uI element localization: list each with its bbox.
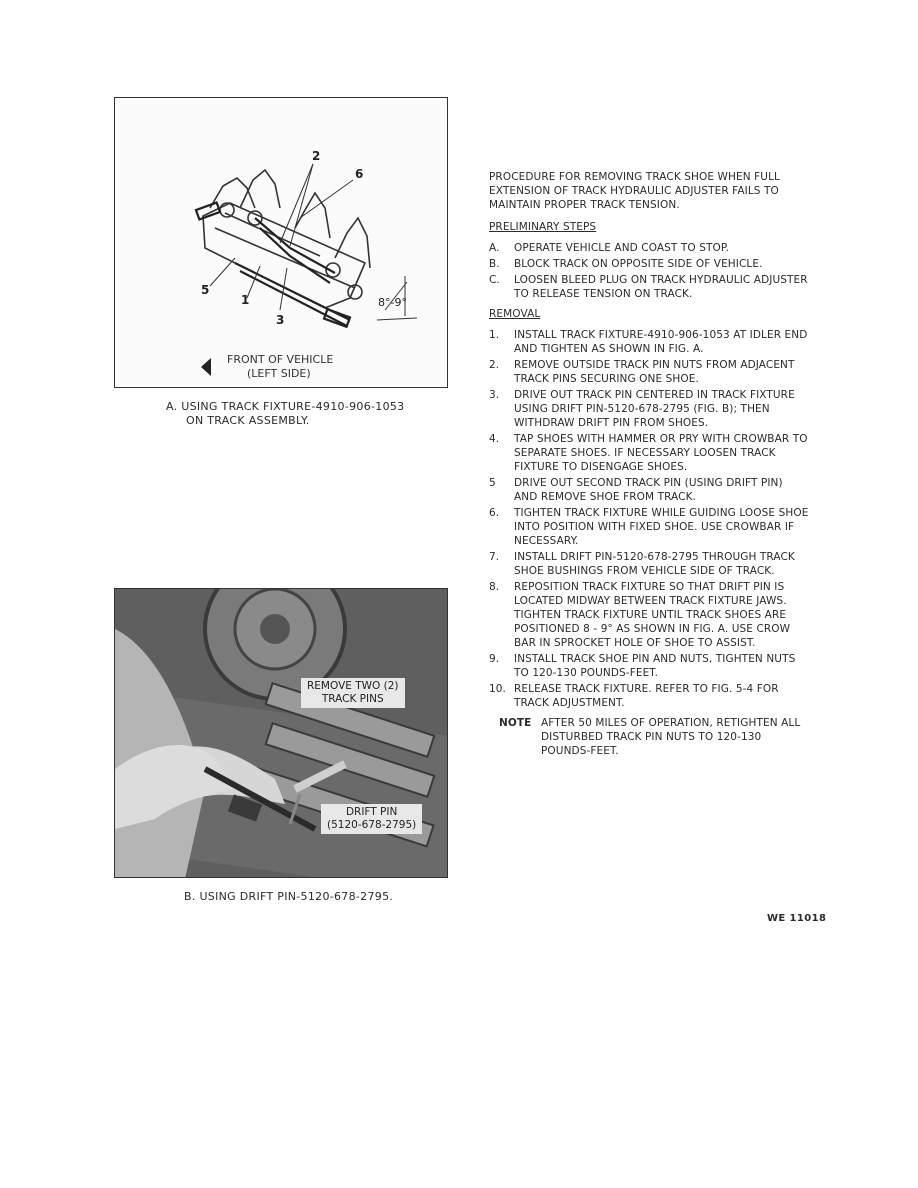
callout-3: 3 <box>276 313 285 327</box>
step-number: 1. <box>489 329 500 341</box>
step-number: 6. <box>489 507 500 519</box>
drift-pin-line2: (5120-678-2795) <box>327 819 417 831</box>
callout-1: 1 <box>241 293 250 307</box>
step-number: B. <box>489 258 500 270</box>
caption-a-line2: ON TRACK ASSEMBLY. <box>186 414 310 427</box>
remove-pins-line2: TRACK PINS <box>321 693 384 705</box>
front-of-vehicle-label <box>207 353 333 381</box>
step-number: 2. <box>489 359 500 371</box>
photo-drawing <box>115 589 448 878</box>
note-label: NOTE <box>499 717 532 729</box>
step-number: 5 <box>489 477 496 489</box>
removal-step <box>489 328 809 356</box>
removal-step <box>489 506 809 548</box>
removal-step <box>489 682 809 710</box>
preliminary-heading: PRELIMINARY STEPS <box>489 221 597 233</box>
step-number: C. <box>489 274 500 286</box>
figure-b-photo <box>114 588 448 878</box>
step-text: TIGHTEN TRACK FIXTURE WHILE GUIDING LOOSE SHOE INTO POSITION WITH FIXED SHOE. USE CROWBAR IF NECESSARY. <box>514 507 809 547</box>
caption-a <box>166 400 404 428</box>
note <box>489 716 809 758</box>
removal-step <box>489 432 809 474</box>
removal-step <box>489 388 809 430</box>
front-label-line1: FRONT OF VEHICLE <box>227 353 334 366</box>
step-text: OPERATE VEHICLE AND COAST TO STOP. <box>514 242 730 254</box>
step-number: 7. <box>489 551 500 563</box>
step-text: RELEASE TRACK FIXTURE. REFER TO FIG. 5-4 FOR TRACK ADJUSTMENT. <box>514 683 779 709</box>
figure-id: WE 11018 <box>767 913 827 924</box>
figure-a-track-fixture <box>114 97 448 388</box>
step-number: 3. <box>489 389 500 401</box>
front-label-line2: (LEFT SIDE) <box>247 367 311 380</box>
step-text: BLOCK TRACK ON OPPOSITE SIDE OF VEHICLE. <box>514 258 763 270</box>
caption-b: B. USING DRIFT PIN-5120-678-2795. <box>184 890 394 903</box>
step-number: 10. <box>489 683 506 695</box>
preliminary-step <box>489 241 809 255</box>
caption-a-line1: A. USING TRACK FIXTURE-4910-906-1053 <box>166 400 405 413</box>
drift-pin-line1: DRIFT PIN <box>345 806 398 818</box>
step-number: 4. <box>489 433 500 445</box>
procedure-intro: PROCEDURE FOR REMOVING TRACK SHOE WHEN FULL EXTENSION OF TRACK HYDRAULIC ADJUSTER FAILS TO MAINTAIN PROPER TRACK TENSION. <box>489 171 780 211</box>
step-text: INSTALL TRACK FIXTURE-4910-906-1053 AT IDLER END AND TIGHTEN AS SHOWN IN FIG. A. <box>514 329 808 355</box>
callout-2: 2 <box>312 149 321 163</box>
arrow-left-icon <box>201 358 211 376</box>
track-fixture-drawing <box>115 98 449 389</box>
removal-step <box>489 580 809 650</box>
drift-pin-label <box>321 804 422 834</box>
note-text: AFTER 50 MILES OF OPERATION, RETIGHTEN ALL DISTURBED TRACK PIN NUTS TO 120-130 POUNDS-FEET. <box>541 717 801 757</box>
step-text: REMOVE OUTSIDE TRACK PIN NUTS FROM ADJACENT TRACK PINS SECURING ONE SHOE. <box>514 359 795 385</box>
removal-step <box>489 358 809 386</box>
removal-heading: REMOVAL <box>489 308 541 320</box>
angle-label: 8°-9° <box>378 296 407 309</box>
step-text: TAP SHOES WITH HAMMER OR PRY WITH CROWBAR TO SEPARATE SHOES. IF NECESSARY LOOSEN TRACK FIXTURE TO DISENGAGE SHOES. <box>514 433 808 473</box>
procedure-text <box>489 170 809 758</box>
step-text: DRIVE OUT SECOND TRACK PIN (USING DRIFT PIN) AND REMOVE SHOE FROM TRACK. <box>514 477 783 503</box>
removal-step <box>489 652 809 680</box>
step-text: REPOSITION TRACK FIXTURE SO THAT DRIFT PIN IS LOCATED MIDWAY BETWEEN TRACK FIXTURE JAWS. TIGHTEN TRACK FIXTURE UNTIL TRACK SHOES ARE POSITIONED 8 - 9° AS SHOWN IN FIG. A. USE CROW BAR IN SPROCKET HOLE OF SHOE TO ASSIST. <box>514 581 791 649</box>
step-text: INSTALL DRIFT PIN-5120-678-2795 THROUGH TRACK SHOE BUSHINGS FROM VEHICLE SIDE OF TRACK. <box>514 551 795 577</box>
step-number: 9. <box>489 653 500 665</box>
remove-pins-line1: REMOVE TWO (2) <box>307 680 399 692</box>
preliminary-step <box>489 257 809 271</box>
removal-step <box>489 476 809 504</box>
preliminary-step <box>489 273 809 301</box>
step-text: DRIVE OUT TRACK PIN CENTERED IN TRACK FIXTURE USING DRIFT PIN-5120-678-2795 (FIG. B); THEN WITHDRAW DRIFT PIN FROM SHOES. <box>514 389 795 429</box>
callout-6: 6 <box>355 167 364 181</box>
step-text: LOOSEN BLEED PLUG ON TRACK HYDRAULIC ADJUSTER TO RELEASE TENSION ON TRACK. <box>514 274 808 300</box>
callout-5: 5 <box>201 283 210 297</box>
remove-pins-label <box>301 678 405 708</box>
removal-step <box>489 550 809 578</box>
step-text: INSTALL TRACK SHOE PIN AND NUTS, TIGHTEN NUTS TO 120-130 POUNDS-FEET. <box>514 653 796 679</box>
step-number: A. <box>489 242 500 254</box>
step-number: 8. <box>489 581 500 593</box>
